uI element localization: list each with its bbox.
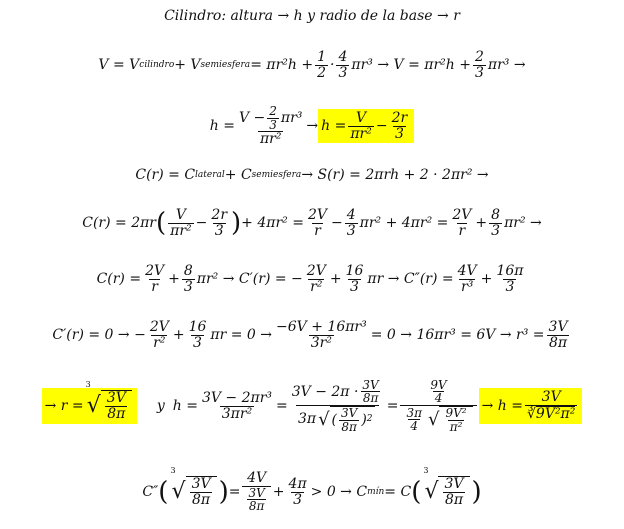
- equation-cost: [0, 163, 624, 187]
- eq7-f3: [400, 379, 476, 433]
- eq1-frac2-den: 3: [338, 64, 348, 81]
- eq5-expr: [97, 264, 528, 294]
- eq8-rd: 8π: [192, 492, 211, 508]
- radical-icon: √: [171, 479, 186, 504]
- eq4-b: + 4πr² =: [241, 215, 304, 231]
- eq8-f2: [287, 477, 309, 507]
- eq5-f5d: r³: [461, 278, 474, 295]
- eq7-f3d-root: [428, 406, 473, 433]
- eq5-d: +: [329, 271, 342, 287]
- equation-minimum: [0, 462, 624, 522]
- eq4-e: +: [475, 215, 488, 231]
- eq7-f1n: 3V − 2πr³: [201, 389, 273, 406]
- eq2-frac-main: [237, 105, 304, 147]
- eq1-sub1: cilindro: [139, 60, 175, 70]
- eq8-root2-frac: [442, 477, 465, 507]
- eq8-f1n: 4V: [247, 470, 267, 487]
- eq2-den: πr²: [259, 131, 282, 148]
- title-line: [0, 8, 624, 24]
- eq8-paren-close: ): [218, 477, 229, 507]
- eq8-sub: mín: [367, 487, 385, 497]
- eq8-b: =: [228, 484, 241, 500]
- eq5-f1n: 2V: [145, 262, 165, 279]
- radical-icon: ∛: [527, 405, 536, 422]
- eq7-highlight-h: [479, 388, 583, 423]
- eq7-f4-den: [525, 405, 577, 422]
- eq6-f2n: 16: [188, 318, 207, 335]
- eq4-f3n: 2V: [307, 206, 327, 223]
- eq4-paren-open: (: [156, 208, 167, 238]
- eq4-f5d: r: [458, 222, 466, 239]
- eq8-root1-body: [186, 476, 217, 507]
- eq7-highlight-r: [42, 380, 137, 423]
- eq2-hl-lhs: h =: [321, 118, 347, 134]
- eq7-root-frac: [105, 391, 128, 421]
- radical-icon: √: [424, 479, 439, 504]
- eq4-f3: [306, 208, 329, 238]
- eq5-f3: [305, 264, 328, 294]
- eq7-root-index: 3: [85, 380, 91, 390]
- equation-height: [0, 100, 624, 152]
- eq7-expr: [42, 379, 583, 433]
- eq5-f6n: 16π: [496, 262, 524, 279]
- eq5-c: πr² → C′(r) = −: [196, 271, 303, 287]
- eq7-f2d-frac: [339, 407, 359, 433]
- eq5-e: πr → C″(r) =: [367, 271, 454, 287]
- eq8-rd2: 8π: [444, 492, 464, 508]
- eq7-rd: 8π: [107, 406, 126, 422]
- eq2-hl-f1-n: V: [356, 109, 367, 126]
- eq5-g: +: [480, 271, 493, 287]
- eq6-f2: [187, 320, 209, 350]
- eq7-f4: [525, 390, 577, 421]
- eq6-f3d: 3r²: [310, 334, 332, 351]
- eq6-f4: [547, 320, 570, 350]
- eq6-f1n: 2V: [149, 318, 169, 335]
- eq8-f1d-frac: [246, 487, 266, 513]
- eq4-f2: [209, 208, 229, 238]
- eq6-f4n: 3V: [548, 318, 568, 335]
- eq8-rn2: 3V: [444, 476, 464, 493]
- eq7-eq2: =: [386, 398, 399, 414]
- eq6-f2d: 3: [193, 334, 202, 351]
- eq5-f3d: r²: [310, 278, 323, 295]
- eq8-f1-den: [242, 486, 270, 513]
- eq5-f2: [182, 264, 195, 294]
- eq1-frac1: [315, 50, 328, 80]
- eq4-c: −: [330, 215, 343, 231]
- eq1-t1: = πr²h +: [250, 57, 314, 73]
- eq4-f2d: 3: [214, 222, 224, 239]
- eq7-f2n-fn: 3V: [362, 377, 379, 392]
- eq7-f3d-fn: 3π: [406, 405, 422, 420]
- eq4-f5n: 2V: [452, 206, 472, 223]
- eq5-f3n: 2V: [306, 262, 326, 279]
- eq5-f5: [456, 264, 479, 294]
- eq2-num-b: πr³: [280, 109, 303, 126]
- eq2-hl-f2-n: 2r: [391, 109, 408, 126]
- eq5-f4: [344, 264, 366, 294]
- eq6-f3n: −6V + 16πr³: [276, 318, 367, 335]
- eq4-a: C(r) = 2πr: [82, 215, 156, 231]
- eq7-f2d-rd: 8π: [341, 419, 357, 434]
- equation-solution: [0, 368, 624, 444]
- eq2-hl-frac2: [390, 111, 410, 141]
- eq6-f4d: 8π: [549, 334, 568, 351]
- eq7-f3d-rn: 9V²: [445, 406, 467, 420]
- eq7-f3n-d: 4: [434, 391, 443, 406]
- radical-icon: √: [318, 408, 330, 430]
- eq1-frac1-den: 2: [317, 64, 326, 81]
- eq7-f4n: 3V: [541, 389, 561, 406]
- eq1-frac3-den: 3: [474, 64, 484, 81]
- eq5-f1: [143, 264, 166, 294]
- eq2-expr: [210, 105, 414, 147]
- eq6-d: = 0 → 16πr³ = 6V → r³ =: [370, 327, 545, 343]
- eq8-d: > 0 → C: [310, 484, 368, 500]
- eq8-f2d: 3: [293, 491, 303, 508]
- eq6-expr: [52, 320, 571, 350]
- eq8-e: = C: [384, 484, 412, 500]
- eq1-dot: ·: [330, 57, 335, 73]
- eq5-f2d: 3: [183, 278, 193, 295]
- eq8-root2: [423, 466, 469, 508]
- eq7-f3-num: [424, 379, 452, 405]
- eq7-f3n-frac: [428, 379, 448, 405]
- eq4-d: πr² + 4πr² =: [359, 215, 449, 231]
- eq2-frac-main-num: [237, 105, 304, 131]
- eq3-b: + C: [224, 167, 252, 183]
- eq3-sub1: lateral: [195, 170, 225, 180]
- eq3-a: C(r) = C: [135, 167, 196, 183]
- eq8-f1: [242, 471, 270, 513]
- eq2-num-frac: [267, 105, 279, 131]
- eq7-f1: [200, 391, 274, 421]
- eq7-f3d-rfrac: [443, 407, 468, 433]
- eq8-paren2-open: (: [411, 477, 422, 507]
- eq7-f3d-fd: 4: [410, 419, 419, 434]
- eq8-paren-open: (: [158, 477, 169, 507]
- eq7-f2d-rn: 3V: [341, 406, 358, 420]
- eq7-f3d-root-body: [439, 406, 472, 433]
- eq2-arrow: →: [306, 118, 319, 134]
- eq1-frac3: [473, 50, 486, 80]
- eq8-f1d-d: 8π: [248, 499, 265, 514]
- eq7-f3-den: [400, 405, 476, 433]
- eq4-f2n: 2r: [211, 206, 228, 223]
- eq7-f1d: 3πr²: [221, 405, 253, 422]
- eq7-eq1: =: [276, 398, 288, 414]
- eq2-lhs: h =: [209, 118, 235, 134]
- eq7-f2-den: [296, 405, 379, 433]
- eq2-num-frac-d: 3: [269, 117, 277, 132]
- eq5-f4d: 3: [350, 278, 359, 295]
- eq5-b: +: [168, 271, 180, 287]
- eq8-f1d-n: 3V: [248, 485, 265, 500]
- eq2-num-a: V −: [238, 109, 266, 126]
- eq7-arrow: → r =: [44, 398, 84, 414]
- eq5-f5n: 4V: [457, 262, 477, 279]
- eq7-f2d-root: [318, 406, 374, 433]
- eq2-hl-f2-d: 3: [394, 125, 404, 142]
- equation-cost-expanded: [0, 200, 624, 246]
- eq6-f3: [274, 320, 369, 350]
- eq8-root1-index: 3: [170, 466, 176, 476]
- radical-icon: √: [86, 393, 101, 418]
- eq7-f2n-a: 3V − 2π ·: [291, 383, 359, 400]
- eq3-expr: [135, 167, 488, 183]
- eq8-rn: 3V: [191, 476, 211, 493]
- title-text: Cilindro: altura → h y radio de la base → r: [164, 8, 460, 24]
- eq3-sub2: semiesfera: [251, 170, 302, 180]
- eq7-f3d-frac: [404, 407, 424, 433]
- eq7-root-body: [101, 390, 132, 421]
- eq7-rn: 3V: [106, 390, 126, 407]
- eq5-f2n: 8: [183, 262, 193, 279]
- eq2-hl-frac1: [348, 111, 374, 141]
- eq4-f1: [168, 208, 194, 238]
- eq8-expr: [142, 466, 482, 514]
- eq4-f6d: 3: [491, 222, 501, 239]
- eq8-root2-body: [438, 476, 469, 507]
- eq1-sub2: semiesfera: [200, 60, 251, 70]
- eq5-f4n: 16: [345, 262, 364, 279]
- eq4-g: πr² →: [504, 215, 542, 231]
- eq8-c: +: [272, 484, 285, 500]
- eq1-frac1-num: 1: [317, 48, 326, 65]
- eq2-hl-minus: −: [375, 118, 388, 134]
- eq7-f2d-root-body: ( 3V 8π ) 2: [331, 406, 373, 434]
- eq7-f4d: 9V²π²: [535, 406, 576, 422]
- eq1-frac2: [336, 50, 349, 80]
- equation-derivatives: [0, 256, 624, 302]
- eq6-c: πr = 0 →: [210, 327, 273, 343]
- eq5-a: C(r) =: [96, 271, 142, 287]
- eq2-highlight-result: [318, 109, 414, 143]
- eq1-frac2-num: 4: [338, 48, 348, 65]
- eq4-f1n: V: [175, 206, 186, 223]
- eq7-f2: [290, 379, 385, 433]
- eq4-f4d: 3: [346, 222, 356, 239]
- eq5-f6: [494, 264, 525, 294]
- eq7-f2-num: [290, 379, 385, 405]
- eq7-f3d-rd: π²: [449, 419, 463, 434]
- eq8-root1-frac: [190, 477, 213, 507]
- eq1-t2: πr³ → V = πr²h +: [351, 57, 471, 73]
- eq8-paren2-close: ): [471, 477, 482, 507]
- eq7-cuberoot-r: [85, 380, 132, 422]
- eq7-f2n-fd: 8π: [362, 391, 379, 406]
- radical-icon: √: [428, 408, 440, 430]
- eq6-b: +: [172, 327, 185, 343]
- eq7-y: y: [156, 398, 165, 414]
- eq1-t3: πr³ →: [487, 57, 526, 73]
- eq4-f6n: 8: [491, 206, 501, 223]
- eq4-f6: [489, 208, 502, 238]
- eq8-a: C″: [142, 484, 159, 500]
- eq6-f1d: r²: [153, 334, 166, 351]
- eq3-c: → S(r) = 2πrh + 2 · 2πr² →: [301, 167, 489, 183]
- eq7-f2n-frac: [360, 379, 380, 405]
- eq1-mid: + V: [174, 57, 201, 73]
- eq4-f3d: r: [314, 222, 321, 239]
- eq8-root1: [170, 466, 216, 508]
- eq6-a: C′(r) = 0 → −: [52, 327, 146, 343]
- eq4-paren-close: ): [231, 208, 242, 238]
- eq7-f2d-a: 3π: [297, 411, 317, 428]
- eq4-minus: −: [195, 215, 208, 231]
- equation-critical-point: [0, 312, 624, 358]
- eq2-num-frac-n: 2: [269, 104, 277, 119]
- eq7-h: h =: [172, 398, 198, 414]
- eq2-hl-f1-d: πr²: [350, 125, 372, 142]
- eq1-expr: [98, 50, 525, 80]
- equation-volume: [0, 45, 624, 85]
- eq7-f3n-n: 9V: [430, 377, 447, 392]
- eq4-f4n: 4: [346, 206, 356, 223]
- eq4-expr: [82, 208, 542, 238]
- eq5-f6d: 3: [505, 278, 515, 295]
- eq5-f1d: r: [151, 278, 158, 295]
- eq1-frac3-num: 2: [474, 48, 484, 65]
- eq8-root2-index: 3: [423, 466, 429, 476]
- eq1-lhs: V = V: [98, 57, 140, 73]
- eq4-f5: [450, 208, 473, 238]
- eq4-f4: [345, 208, 358, 238]
- eq4-f1d: πr²: [170, 222, 192, 239]
- eq6-f1: [148, 320, 171, 350]
- eq8-f2n: 4π: [288, 475, 307, 492]
- eq7-arrow2: → h =: [481, 398, 523, 414]
